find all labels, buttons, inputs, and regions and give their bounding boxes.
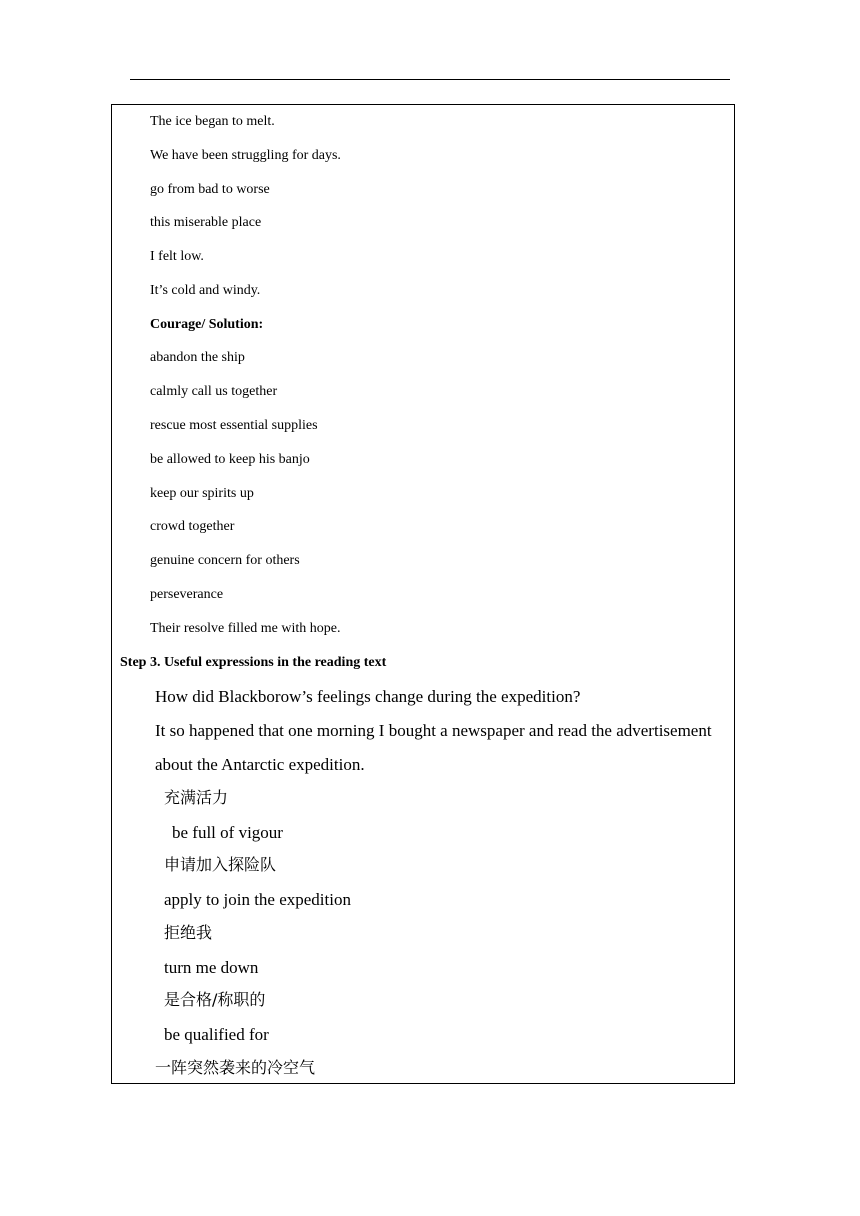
text-line: rescue most essential supplies	[150, 418, 318, 433]
text-line: this miserable place	[150, 215, 262, 230]
english-expression: be qualified for	[164, 1025, 269, 1044]
text-line: calmly call us together	[150, 384, 278, 399]
step-heading: Step 3. Useful expressions in the reading text	[120, 655, 387, 670]
english-expression: apply to join the expedition	[164, 890, 351, 909]
text-line: The ice began to melt.	[150, 114, 275, 129]
english-expression: be full of vigour	[172, 823, 283, 842]
chinese-expression: 一阵突然袭来的冷空气	[155, 1058, 316, 1077]
chinese-expression: 申请加入探险队	[164, 855, 277, 874]
chinese-expression: 是合格/称职的	[164, 990, 266, 1009]
paragraph-line: It so happened that one morning I bought a newspaper and read the advertisement	[155, 721, 712, 740]
text-line: It’s cold and windy.	[150, 283, 261, 298]
text-line: keep our spirits up	[150, 486, 254, 501]
text-line: genuine concern for others	[150, 553, 300, 568]
text-line: We have been struggling for days.	[150, 148, 341, 163]
chinese-expression: 拒绝我	[164, 923, 213, 942]
text-line: be allowed to keep his banjo	[150, 452, 310, 467]
chinese-expression: 充满活力	[164, 788, 229, 807]
english-expression: turn me down	[164, 958, 259, 977]
text-line: Their resolve filled me with hope.	[150, 621, 341, 636]
text-line: I felt low.	[150, 249, 204, 264]
paragraph-line: about the Antarctic expedition.	[155, 755, 365, 774]
question-line: How did Blackborow’s feelings change during the expedition?	[155, 687, 581, 706]
header-rule	[130, 79, 730, 80]
section-heading: Courage/ Solution:	[150, 317, 264, 332]
text-line: crowd together	[150, 519, 235, 534]
text-line: abandon the ship	[150, 350, 245, 365]
text-line: perseverance	[150, 587, 224, 602]
text-line: go from bad to worse	[150, 182, 270, 197]
